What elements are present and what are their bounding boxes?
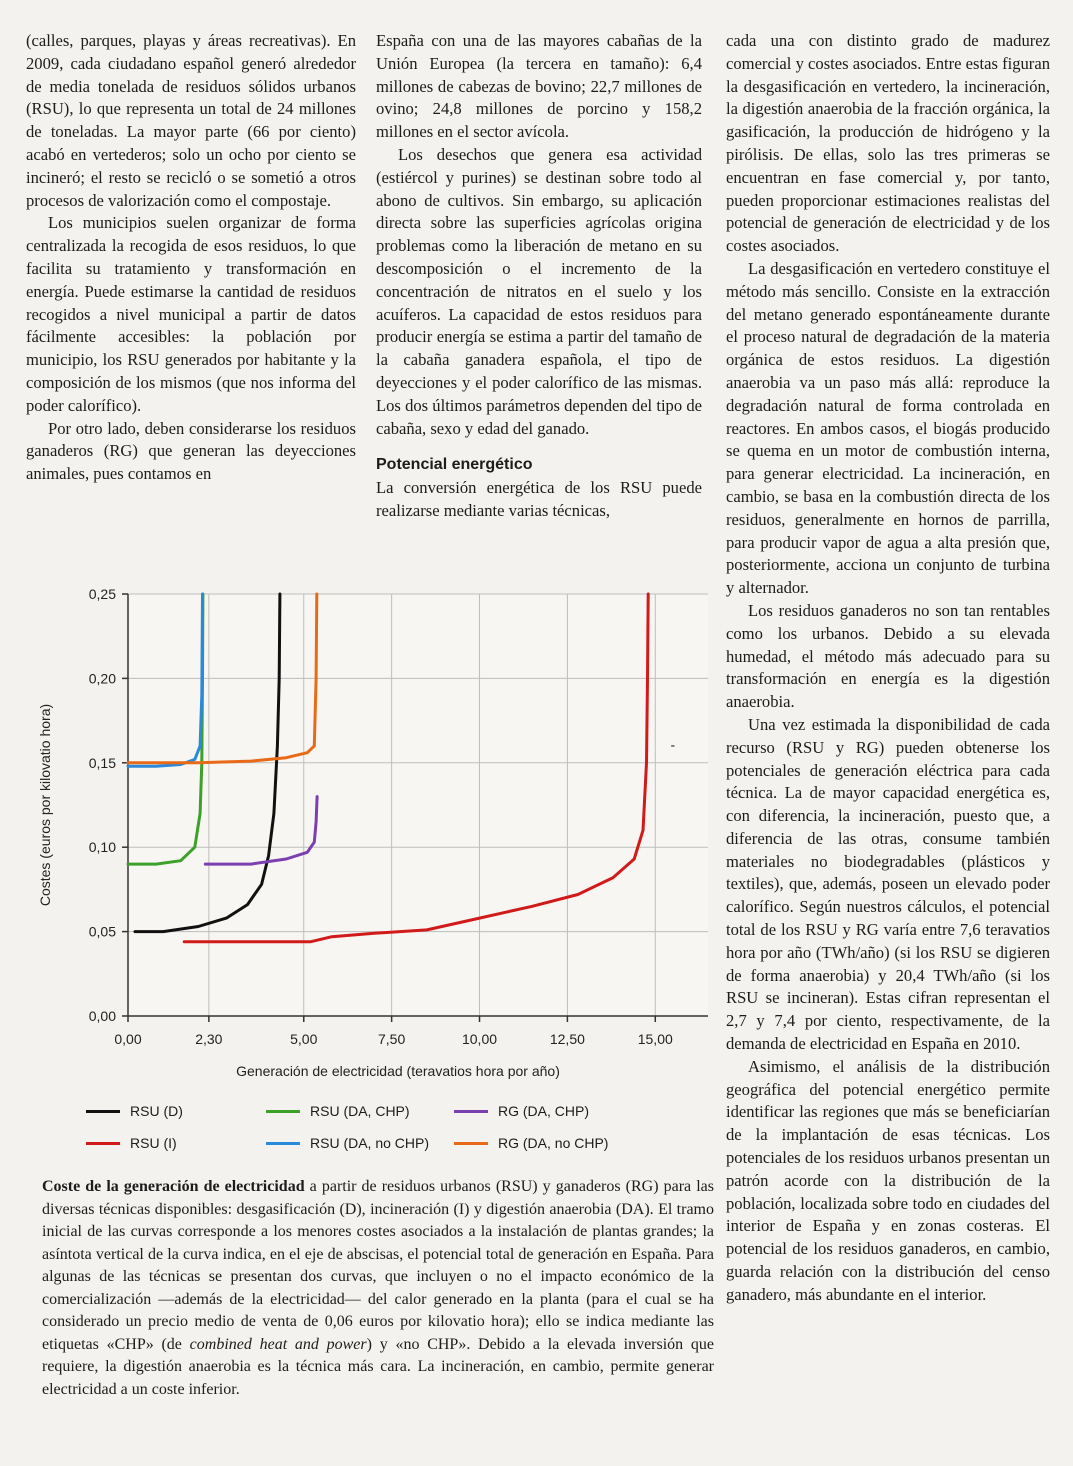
chart-annotation: - <box>670 736 676 753</box>
chart-legend <box>86 1100 646 1164</box>
legend-swatch <box>266 1110 300 1113</box>
legend-item-rsu-da-no-chp <box>266 1132 429 1154</box>
paragraph: La desgasificación en vertedero constituye el método más sencillo. Consiste en la extracción del metano generado espontáneamente durante el proceso natural de degradación de la materia orgánica de estos residuos. La digestión anaerobia va un paso más allá: reproduce la degradación natural de forma controlada en reactores. En ambos casos, el biogás producido se quema en un motor de combustión interna, para generar electricidad. La incineración, en cambio, se basa en la combustión directa de los residuos, generalmente en hornos de parrilla, para producir vapor de agua a alta presión que, posteriormente, acciona un conjunto de turbina y alternador. <box>726 258 1050 598</box>
x-tick-label: 15,00 <box>637 1031 673 1047</box>
paragraph: cada una con distinto grado de madurez comercial y costes asociados. Entre estas figuran la desgasificación en vertedero, la incineración, la digestión anaerobia de la fracción orgánica, la gasificación, la producción de hidrógeno y la pirólisis. De ellas, solo las tres primeras se encuentran en fase comercial y, por tanto, pueden proporcionar estimaciones realistas del potencial de generación de electricidad y de los costes asociados. <box>726 31 1050 256</box>
legend-label: RSU (DA, CHP) <box>310 1103 410 1119</box>
x-tick-label: 0,00 <box>114 1031 142 1047</box>
legend-item-rg-da-chp <box>454 1100 589 1122</box>
paragraph: (calles, parques, playas y áreas recreativas). En 2009, cada ciudadano español generó alrededor de media tonelada de residuos sólidos urbanos (RSU), lo que representa un total de 24 millones de toneladas. La mayor parte (66 por ciento) acabó en vertederos; solo un ocho por ciento se incineró; el resto se recicló o se sometió a otros procesos de valorización como el compostaje. <box>26 31 356 210</box>
caption-text-1: a partir de residuos urbanos (RSU) y ganaderos (RG) para las diversas técnicas disponibles: desgasificación (D), incineración (I) y digestión anaerobia (DA). El tramo inicial de las curvas corresponde a los menores costes asociados a la instalación de plantas grandes; la asíntota vertical de la curva indica, en el eje de abscisas, el potencial total de generación en España. Para algunas de las técnicas se presentan dos curvas, que incluyen o no el impacto económico de la comercialización —además de la electricidad— del calor generado en la planta (para el cual se ha considerado un precio medio de venta de 0,06 euros por kilovatio hora); ello se indica mediante las etiquetas «CHP» (de <box>42 1178 714 1353</box>
chart-caption <box>42 1176 714 1401</box>
text-column-2 <box>376 30 702 523</box>
paragraph: Los desechos que genera esa actividad (estiércol y purines) se destinan sobre todo al abono de cultivos. Sin embargo, su aplicación directa sobre las superficies agrícolas origina problemas como la liberación de metano en su descomposición o el incremento de la concentración de nitratos en el suelo y los acuíferos. La capacidad de estos residuos para producir energía se estima a partir del tamaño de la cabaña ganadera española, el tipo de deyecciones y el poder calorífico de las mismas. Los dos últimos parámetros dependen del tipo de cabaña, sexo y edad del ganado. <box>376 144 702 438</box>
paragraph: Asimismo, el análisis de la distribución geográfica del potencial energético permite identificar las regiones que más se beneficiarían de la implantación de esas técnicas. Los potenciales de los residuos urbanos presentan un patrón acorde con la distribución de la población, localizada sobre todo en ciudades del interior de España y en zonas costeras. El potencial de los residuos ganaderos, en cambio, guarda relación con la distribución del censo ganadero, más abundante en el interior. <box>726 1056 1050 1304</box>
x-tick-label: 5,00 <box>290 1031 318 1047</box>
x-tick-label: 7,50 <box>378 1031 406 1047</box>
paragraph: Una vez estimada la disponibilidad de cada recurso (RSU y RG) pueden obtenerse los potenciales de generación eléctrica para cada técnica. La de mayor capacidad energética es, con diferencia, la incineración, puesto que, a diferencia de las otras, consume también materiales no biodegradables (plásticos y textiles), que, además, poseen un elevado poder calorífico. Según nuestros cálculos, el potencial total de los RSU y RG varía entre 7,6 teravatios hora por año (TWh/año) (si los RSU se digieren de forma anaerobia) y 20,4 TWh/año (si los RSU se incineran). Estas cifran representan el 2,7 y 7,4 por ciento, respectivamente, de la demanda de electricidad en España en 2010. <box>726 714 1050 1054</box>
legend-swatch <box>86 1110 120 1113</box>
legend-item-rg-da-no-chp <box>454 1132 608 1154</box>
legend-label: RSU (DA, no CHP) <box>310 1135 430 1151</box>
x-tick-label: 10,00 <box>461 1031 498 1047</box>
x-axis-label: Generación de electricidad (teravatios hora por año) <box>236 1063 560 1079</box>
y-axis-label: Costes (euros por kilovatio hora) <box>37 703 53 907</box>
cost-chart <box>28 580 718 1160</box>
text-column-3 <box>726 30 1050 1307</box>
legend-swatch <box>454 1110 488 1113</box>
y-tick-label: 0,10 <box>88 839 116 856</box>
y-tick-label: 0,00 <box>88 1008 116 1024</box>
legend-item-rsu-d <box>86 1100 183 1122</box>
paragraph: La conversión energética de los RSU puede realizarse mediante varias técnicas, <box>376 478 702 520</box>
legend-swatch <box>266 1142 300 1145</box>
section-heading: Potencial energético <box>376 456 533 474</box>
legend-label: RSU (I) <box>130 1135 177 1151</box>
chart-svg <box>28 580 718 1095</box>
paragraph: Los residuos ganaderos no son tan rentables como los urbanos. Debido a su elevada humedad, el método más adecuado para su transformación en energía es la digestión anaerobia. <box>726 600 1050 712</box>
legend-swatch <box>86 1142 120 1145</box>
x-tick-label: 2,30 <box>195 1031 223 1047</box>
x-tick-label: 12,50 <box>549 1031 585 1047</box>
plot-area <box>128 594 708 1016</box>
y-tick-label: 0,05 <box>88 923 116 940</box>
paragraph: España con una de las mayores cabañas de la Unión Europea (la tercera en tamaño): 6,4 millones de cabezas de bovino; 22,7 millones de ovino; 24,8 millones de porcino y 158,2 millones en el sector avícola. <box>376 31 702 142</box>
y-tick-label: 0,25 <box>88 586 116 602</box>
legend-swatch <box>454 1142 488 1145</box>
legend-item-rsu-da-chp <box>266 1100 410 1122</box>
legend-label: RG (DA, CHP) <box>498 1103 589 1119</box>
y-tick-label: 0,20 <box>88 670 116 687</box>
legend-label: RSU (D) <box>130 1103 183 1119</box>
paragraph: Por otro lado, deben considerarse los residuos ganaderos (RG) que generan las deyecciones animales, pues contamos en <box>26 418 356 484</box>
caption-text-2: ) y «no CHP». Debido a la elevada inversión que requiere, la digestión anaerobia es la técnica más cara. La incineración, en cambio, permite generar electricidad a un coste inferior. <box>42 1335 715 1398</box>
caption-title: Coste de la generación de electricidad <box>42 1178 305 1195</box>
caption-italic: combined heat and power <box>189 1335 367 1353</box>
paragraph: Los municipios suelen organizar de forma centralizada la recogida de esos residuos, lo que facilita su tratamiento y transformación en energía. Puede estimarse la cantidad de residuos recogidos a nivel municipal a partir de datos fácilmente accesibles: la población por municipio, los RSU generados por habitante y la composición de los mismos (que nos informa del poder calorífico). <box>26 213 356 415</box>
legend-item-rsu-i <box>86 1132 177 1154</box>
legend-label: RG (DA, no CHP) <box>498 1135 609 1151</box>
y-tick-label: 0,15 <box>88 754 116 771</box>
text-column-1 <box>26 30 356 486</box>
